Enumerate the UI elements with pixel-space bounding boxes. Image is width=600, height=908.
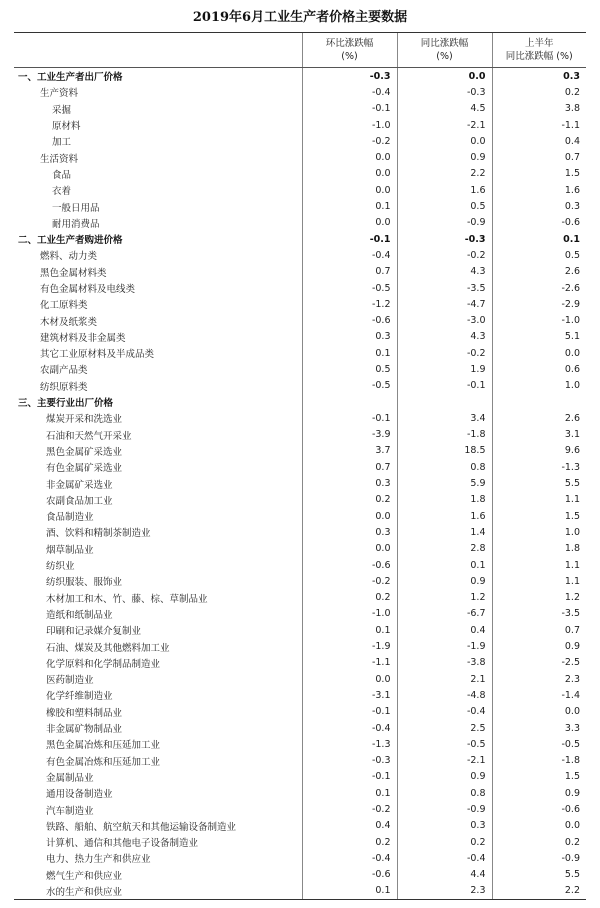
ytd-value: -3.5: [492, 606, 586, 622]
page-title: 2019年6月工业生产者价格主要数据: [192, 10, 408, 25]
ytd-value: 1.2: [492, 590, 586, 606]
yoy-value: 0.9: [397, 149, 492, 165]
mom-value: -0.1: [302, 231, 397, 247]
yoy-value: -3.5: [397, 280, 492, 296]
ytd-value: 0.1: [492, 231, 586, 247]
yoy-value: -2.1: [397, 752, 492, 768]
mom-value: -0.2: [302, 801, 397, 817]
row-label: 原材料: [52, 121, 81, 133]
yoy-value: 4.3: [397, 329, 492, 345]
row-label: 农副食品加工业: [46, 495, 113, 507]
mom-value: 0.1: [302, 785, 397, 801]
table-row: [14, 638, 586, 654]
table-row: [14, 752, 586, 768]
row-label: 铁路、船舶、航空航天和其他运输设备制造业: [46, 821, 237, 833]
yoy-value: -3.0: [397, 312, 492, 328]
mom-value: -1.2: [302, 296, 397, 312]
row-label: 农副产品类: [40, 365, 88, 377]
row-label: 造纸和纸制品业: [46, 609, 113, 621]
mom-value: -0.1: [302, 101, 397, 117]
row-label: 燃气生产和供应业: [46, 870, 123, 882]
yoy-value: -2.1: [397, 117, 492, 133]
mom-value: -0.2: [302, 573, 397, 589]
ytd-value: 0.3: [492, 198, 586, 214]
ytd-value: 0.4: [492, 133, 586, 149]
table-row: [14, 801, 586, 817]
table-row: [14, 166, 586, 182]
row-label: 纺织业: [46, 561, 75, 573]
row-label: 化学原料和化学制品制造业: [46, 658, 161, 670]
mom-value: 0.5: [302, 361, 397, 377]
row-label: 石油、煤炭及其他燃料加工业: [46, 642, 170, 654]
row-label: 三、主要行业出厂价格: [18, 398, 114, 410]
row-label: 化工原料类: [40, 300, 88, 312]
mom-value: -0.4: [302, 247, 397, 263]
table-row: [14, 345, 586, 361]
yoy-value: -0.4: [397, 850, 492, 866]
table-row: [14, 606, 586, 622]
row-label: 燃料、动力类: [40, 251, 98, 263]
header-ytd-line1: 上半年: [524, 38, 554, 49]
yoy-value: -1.8: [397, 427, 492, 443]
yoy-value: 0.0: [397, 68, 492, 85]
section-row: [14, 231, 586, 247]
table-row: [14, 198, 586, 214]
row-label: 有色金属矿采选业: [46, 463, 123, 475]
ytd-value: -2.9: [492, 296, 586, 312]
yoy-value: 1.9: [397, 361, 492, 377]
row-label: 电力、热力生产和供应业: [46, 854, 151, 866]
yoy-value: 0.4: [397, 622, 492, 638]
ytd-value: 1.6: [492, 182, 586, 198]
mom-value: 0.2: [302, 590, 397, 606]
ytd-value: 9.6: [492, 443, 586, 459]
row-label: 纺织原料类: [40, 381, 88, 393]
row-label: 石油和天然气开采业: [46, 430, 132, 442]
table-row: [14, 573, 586, 589]
ytd-value: 0.0: [492, 818, 586, 834]
row-label: 黑色金属材料类: [40, 267, 107, 279]
table-row: [14, 247, 586, 263]
row-label: 有色金属材料及电线类: [40, 284, 136, 295]
row-label: 烟草制品业: [46, 544, 94, 556]
mom-value: -0.6: [302, 867, 397, 883]
row-label: 一般日用品: [52, 202, 100, 214]
row-label: 木材加工和木、竹、藤、棕、草制品业: [46, 593, 208, 605]
header-mom: [302, 33, 397, 68]
mom-value: -0.6: [302, 557, 397, 573]
mom-value: 0.1: [302, 622, 397, 638]
mom-value: -1.0: [302, 117, 397, 133]
ytd-value: [492, 394, 586, 410]
ytd-value: 0.7: [492, 149, 586, 165]
ytd-value: 0.0: [492, 345, 586, 361]
header-mom-line1: 环比涨跌幅: [325, 38, 374, 49]
mom-value: 0.3: [302, 475, 397, 491]
mom-value: -3.1: [302, 687, 397, 703]
ytd-value: -1.0: [492, 312, 586, 328]
ytd-value: 3.1: [492, 427, 586, 443]
mom-value: -0.4: [302, 720, 397, 736]
yoy-value: -0.1: [397, 378, 492, 394]
table-row: [14, 215, 586, 231]
mom-value: -0.5: [302, 280, 397, 296]
row-label: 通用设备制造业: [46, 789, 113, 801]
table-row: [14, 378, 586, 394]
table-row: [14, 117, 586, 133]
yoy-value: 0.9: [397, 573, 492, 589]
header-yoy-line2: (%): [436, 51, 453, 62]
ytd-value: 1.0: [492, 524, 586, 540]
row-label: 其它工业原材料及半成品类: [40, 349, 155, 361]
mom-value: 0.1: [302, 345, 397, 361]
yoy-value: 1.6: [397, 508, 492, 524]
table-row: [14, 329, 586, 345]
mom-value: 0.2: [302, 492, 397, 508]
table-row: [14, 687, 586, 703]
table-row: [14, 850, 586, 866]
table-row: [14, 557, 586, 573]
yoy-value: 2.1: [397, 671, 492, 687]
mom-value: -0.5: [302, 378, 397, 394]
ytd-value: 1.1: [492, 557, 586, 573]
yoy-value: -0.9: [397, 801, 492, 817]
ytd-value: 1.8: [492, 541, 586, 557]
ytd-value: 0.0: [492, 704, 586, 720]
ytd-value: -0.6: [492, 801, 586, 817]
row-label: 采掘: [52, 104, 72, 116]
table-row: [14, 508, 586, 524]
mom-value: 0.3: [302, 329, 397, 345]
table-row: [14, 883, 586, 900]
header-item-name: [14, 33, 302, 68]
row-label: 非金属矿物制品业: [46, 724, 123, 736]
mom-value: 0.0: [302, 508, 397, 524]
yoy-value: 5.9: [397, 475, 492, 491]
yoy-value: 0.5: [397, 198, 492, 214]
mom-value: -0.1: [302, 769, 397, 785]
yoy-value: -0.4: [397, 704, 492, 720]
table-row: [14, 296, 586, 312]
table-row: [14, 361, 586, 377]
header-yoy: [397, 33, 492, 68]
ytd-value: 1.1: [492, 573, 586, 589]
mom-value: 0.7: [302, 459, 397, 475]
mom-value: 0.1: [302, 883, 397, 900]
yoy-value: 1.2: [397, 590, 492, 606]
row-label: 衣着: [52, 186, 72, 198]
ytd-value: 5.1: [492, 329, 586, 345]
row-label: 木材及纸浆类: [40, 316, 98, 328]
yoy-value: 0.0: [397, 133, 492, 149]
row-label: 食品: [52, 169, 72, 181]
ytd-value: 0.9: [492, 785, 586, 801]
table-row: [14, 720, 586, 736]
row-label: 汽车制造业: [46, 805, 94, 817]
mom-value: [302, 394, 397, 410]
ytd-value: 2.3: [492, 671, 586, 687]
yoy-value: -3.8: [397, 655, 492, 671]
mom-value: 0.0: [302, 671, 397, 687]
table-row: [14, 834, 586, 850]
mom-value: 0.1: [302, 198, 397, 214]
yoy-value: -4.8: [397, 687, 492, 703]
yoy-value: -4.7: [397, 296, 492, 312]
ytd-value: 5.5: [492, 475, 586, 491]
row-label: 黑色金属矿采选业: [46, 446, 123, 458]
section-row: [14, 394, 586, 410]
mom-value: 0.0: [302, 149, 397, 165]
ytd-value: -0.6: [492, 215, 586, 231]
ytd-value: 1.0: [492, 378, 586, 394]
mom-value: 0.0: [302, 182, 397, 198]
header-yoy-line1: 同比涨跌幅: [420, 38, 469, 49]
mom-value: 0.2: [302, 834, 397, 850]
yoy-value: 18.5: [397, 443, 492, 459]
row-label: 印刷和记录媒介复制业: [46, 626, 142, 638]
ytd-value: 1.5: [492, 769, 586, 785]
table-row: [14, 541, 586, 557]
mom-value: 0.4: [302, 818, 397, 834]
yoy-value: -0.5: [397, 736, 492, 752]
row-label: 加工: [52, 137, 72, 149]
ytd-value: 1.1: [492, 492, 586, 508]
table-body: [14, 68, 586, 900]
mom-value: 0.7: [302, 264, 397, 280]
ytd-value: 0.7: [492, 622, 586, 638]
row-label: 有色金属冶炼和压延加工业: [46, 756, 161, 768]
row-label: 煤炭开采和洗选业: [46, 414, 123, 426]
ytd-value: -1.3: [492, 459, 586, 475]
yoy-value: -1.9: [397, 638, 492, 654]
yoy-value: 4.5: [397, 101, 492, 117]
yoy-value: 1.4: [397, 524, 492, 540]
row-label: 二、工业生产者购进价格: [18, 235, 123, 247]
ytd-value: -0.5: [492, 736, 586, 752]
mom-value: -3.9: [302, 427, 397, 443]
yoy-value: 2.2: [397, 166, 492, 182]
row-label: 生产资料: [40, 88, 79, 100]
mom-value: -0.4: [302, 850, 397, 866]
table-row: [14, 149, 586, 165]
ytd-value: 0.9: [492, 638, 586, 654]
yoy-value: 3.4: [397, 410, 492, 426]
mom-value: -0.1: [302, 704, 397, 720]
mom-value: 3.7: [302, 443, 397, 459]
yoy-value: 4.3: [397, 264, 492, 280]
table-row: [14, 410, 586, 426]
row-label: 生活资料: [40, 153, 79, 165]
ytd-value: -1.8: [492, 752, 586, 768]
ytd-value: -2.6: [492, 280, 586, 296]
ytd-value: -2.5: [492, 655, 586, 671]
table-row: [14, 459, 586, 475]
ytd-value: 3.8: [492, 101, 586, 117]
row-label: 黑色金属冶炼和压延加工业: [46, 740, 161, 752]
table-row: [14, 280, 586, 296]
mom-value: 0.0: [302, 541, 397, 557]
ytd-value: -1.1: [492, 117, 586, 133]
table-header: [14, 33, 586, 68]
yoy-value: -0.3: [397, 231, 492, 247]
row-label: 一、工业生产者出厂价格: [18, 72, 123, 84]
yoy-value: 0.8: [397, 785, 492, 801]
mom-value: -0.1: [302, 410, 397, 426]
yoy-value: -0.2: [397, 345, 492, 361]
mom-value: -0.6: [302, 312, 397, 328]
ytd-value: 0.2: [492, 84, 586, 100]
table-row: [14, 443, 586, 459]
ytd-value: 1.5: [492, 508, 586, 524]
mom-value: -0.3: [302, 68, 397, 85]
row-label: 食品制造业: [46, 512, 94, 524]
ytd-value: 5.5: [492, 867, 586, 883]
ytd-value: 0.2: [492, 834, 586, 850]
row-label: 水的生产和供应业: [14, 883, 302, 900]
row-label: 非金属矿采选业: [46, 479, 113, 491]
yoy-value: 0.8: [397, 459, 492, 475]
mom-value: 0.0: [302, 166, 397, 182]
yoy-value: [397, 394, 492, 410]
table-row: [14, 524, 586, 540]
row-label: 化学纤维制造业: [46, 691, 113, 703]
header-mom-line2: (%): [341, 51, 358, 62]
mom-value: -0.2: [302, 133, 397, 149]
table-row: [14, 492, 586, 508]
yoy-value: 2.3: [397, 883, 492, 900]
table-row: [14, 736, 586, 752]
mom-value: -0.4: [302, 84, 397, 100]
yoy-value: -0.3: [397, 84, 492, 100]
ytd-value: 1.5: [492, 166, 586, 182]
ytd-value: 3.3: [492, 720, 586, 736]
table-row: [14, 475, 586, 491]
yoy-value: 1.8: [397, 492, 492, 508]
price-data-table: [14, 32, 586, 900]
yoy-value: -0.9: [397, 215, 492, 231]
table-row: [14, 312, 586, 328]
mom-value: -0.3: [302, 752, 397, 768]
mom-value: -1.1: [302, 655, 397, 671]
yoy-value: 0.1: [397, 557, 492, 573]
table-row: [14, 785, 586, 801]
ytd-value: 0.5: [492, 247, 586, 263]
yoy-value: 2.8: [397, 541, 492, 557]
row-label: 橡胶和塑料制品业: [46, 707, 123, 719]
table-row: [14, 622, 586, 638]
mom-value: -1.9: [302, 638, 397, 654]
yoy-value: -6.7: [397, 606, 492, 622]
table-row: [14, 867, 586, 883]
row-label: 耐用消费品: [52, 218, 100, 230]
table-row: [14, 182, 586, 198]
yoy-value: -0.2: [397, 247, 492, 263]
table-row: [14, 264, 586, 280]
row-label: 金属制品业: [46, 772, 94, 784]
mom-value: 0.3: [302, 524, 397, 540]
ytd-value: -0.9: [492, 850, 586, 866]
table-row: [14, 769, 586, 785]
yoy-value: 0.3: [397, 818, 492, 834]
table-row: [14, 427, 586, 443]
ytd-value: -1.4: [492, 687, 586, 703]
ytd-value: 0.6: [492, 361, 586, 377]
header-ytd-line2: 同比涨跌幅 (%): [505, 51, 573, 62]
yoy-value: 2.5: [397, 720, 492, 736]
yoy-value: 1.6: [397, 182, 492, 198]
table-row: [14, 671, 586, 687]
table-row: [14, 590, 586, 606]
mom-value: -1.3: [302, 736, 397, 752]
row-label: 纺织服装、服饰业: [46, 577, 123, 589]
table-row: [14, 704, 586, 720]
header-ytd: [492, 33, 586, 68]
yoy-value: 0.9: [397, 769, 492, 785]
yoy-value: 4.4: [397, 867, 492, 883]
ytd-value: 2.6: [492, 410, 586, 426]
mom-value: -1.0: [302, 606, 397, 622]
table-row: [14, 818, 586, 834]
table-row: [14, 84, 586, 100]
row-label: 建筑材料及非金属类: [40, 332, 126, 344]
mom-value: 0.0: [302, 215, 397, 231]
row-label: 酒、饮料和精制茶制造业: [46, 528, 151, 540]
yoy-value: 0.2: [397, 834, 492, 850]
row-label: 医药制造业: [46, 675, 94, 687]
section-row: [14, 68, 586, 85]
row-label: 计算机、通信和其他电子设备制造业: [46, 838, 199, 850]
ytd-value: 2.2: [492, 883, 586, 900]
table-row: [14, 133, 586, 149]
table-row: [14, 655, 586, 671]
ytd-value: 0.3: [492, 68, 586, 85]
ytd-value: 2.6: [492, 264, 586, 280]
table-row: [14, 101, 586, 117]
